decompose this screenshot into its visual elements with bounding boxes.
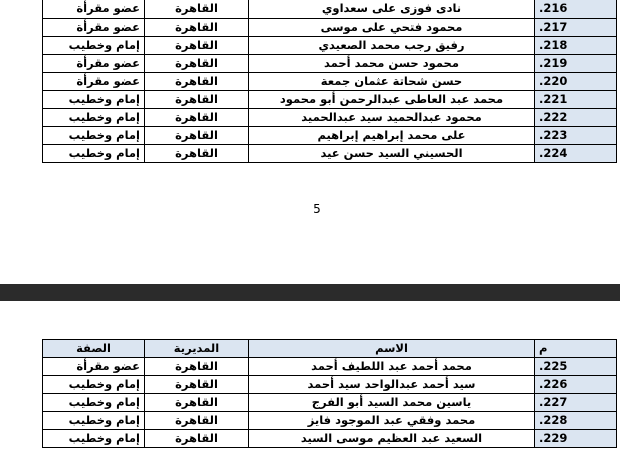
member-directorate: القاهرة — [145, 126, 249, 144]
row-number: .229 — [535, 430, 617, 448]
member-directorate: القاهرة — [145, 358, 249, 376]
member-role: إمام وخطيب — [43, 412, 145, 430]
member-role: عضو مقرأة — [43, 358, 145, 376]
member-directorate: القاهرة — [145, 90, 249, 108]
row-number: .223 — [535, 126, 617, 144]
member-role: إمام وخطيب — [43, 144, 145, 162]
row-number: .221 — [535, 90, 617, 108]
table-header-row — [43, 340, 617, 358]
member-directorate: القاهرة — [145, 36, 249, 54]
member-directorate: القاهرة — [145, 54, 249, 72]
row-number: .219 — [535, 54, 617, 72]
member-name: محمد عبد العاطى عبدالرحمن أبو محمود — [249, 90, 535, 108]
table-row — [43, 394, 617, 412]
member-name: محمود عبدالحميد سيد عبدالحميد — [249, 108, 535, 126]
member-name: السعيد عبد العظيم موسى السيد — [249, 430, 535, 448]
member-name: نادى فوزى على سعداوي — [249, 0, 535, 18]
row-number: .218 — [535, 36, 617, 54]
table-row — [43, 358, 617, 376]
table-row — [43, 108, 617, 126]
table-row — [43, 376, 617, 394]
row-number: .224 — [535, 144, 617, 162]
header-number: م — [535, 340, 617, 358]
member-role: إمام وخطيب — [43, 430, 145, 448]
row-number: .226 — [535, 376, 617, 394]
table-row — [43, 430, 617, 448]
members-table-top-body — [43, 0, 617, 162]
page-number: 5 — [313, 202, 321, 216]
member-name: محمود حسن محمد أحمد — [249, 54, 535, 72]
member-directorate: القاهرة — [145, 72, 249, 90]
row-number: .216 — [535, 0, 617, 18]
table-row — [43, 36, 617, 54]
page-break-bar — [0, 284, 620, 301]
member-name: رفيق رجب محمد الصعيدي — [249, 36, 535, 54]
table-row — [43, 126, 617, 144]
member-role: عضو مقرأة — [43, 72, 145, 90]
row-number: .225 — [535, 358, 617, 376]
member-name: ياسين محمد السيد أبو الفرج — [249, 394, 535, 412]
table-row — [43, 90, 617, 108]
member-directorate: القاهرة — [145, 18, 249, 36]
member-role: إمام وخطيب — [43, 376, 145, 394]
row-number: .227 — [535, 394, 617, 412]
row-number: .220 — [535, 72, 617, 90]
member-role: إمام وخطيب — [43, 108, 145, 126]
table-row — [43, 72, 617, 90]
member-name: على محمد إبراهيم إبراهيم — [249, 126, 535, 144]
member-name: محمد أحمد عبد اللطيف أحمد — [249, 358, 535, 376]
table-row — [43, 412, 617, 430]
member-directorate: القاهرة — [145, 144, 249, 162]
member-role: عضو مقرأة — [43, 18, 145, 36]
member-directorate: القاهرة — [145, 108, 249, 126]
member-directorate: القاهرة — [145, 376, 249, 394]
row-number: .217 — [535, 18, 617, 36]
table-row — [43, 0, 617, 18]
member-role: عضو مقرأة — [43, 0, 145, 18]
members-table-bottom — [42, 339, 617, 448]
member-directorate: القاهرة — [145, 394, 249, 412]
member-name: سيد أحمد عبدالواحد سيد أحمد — [249, 376, 535, 394]
members-table-top — [42, 0, 617, 163]
member-role: إمام وخطيب — [43, 36, 145, 54]
member-name: محمد وفقي عبد الموجود فايز — [249, 412, 535, 430]
member-role: إمام وخطيب — [43, 126, 145, 144]
table-row — [43, 54, 617, 72]
member-name: الحسيني السيد حسن عيد — [249, 144, 535, 162]
member-name: محمود فتحي على موسى — [249, 18, 535, 36]
row-number: .228 — [535, 412, 617, 430]
table-row — [43, 144, 617, 162]
header-directorate: المديرية — [145, 340, 249, 358]
member-name: حسن شحاتة عثمان جمعة — [249, 72, 535, 90]
table-row — [43, 18, 617, 36]
header-name: الاسم — [249, 340, 535, 358]
members-table-bottom-body — [43, 358, 617, 448]
header-role: الصفة — [43, 340, 145, 358]
member-directorate: القاهرة — [145, 0, 249, 18]
member-role: عضو مقرأة — [43, 54, 145, 72]
member-role: إمام وخطيب — [43, 90, 145, 108]
member-role: إمام وخطيب — [43, 394, 145, 412]
member-directorate: القاهرة — [145, 412, 249, 430]
row-number: .222 — [535, 108, 617, 126]
member-directorate: القاهرة — [145, 430, 249, 448]
